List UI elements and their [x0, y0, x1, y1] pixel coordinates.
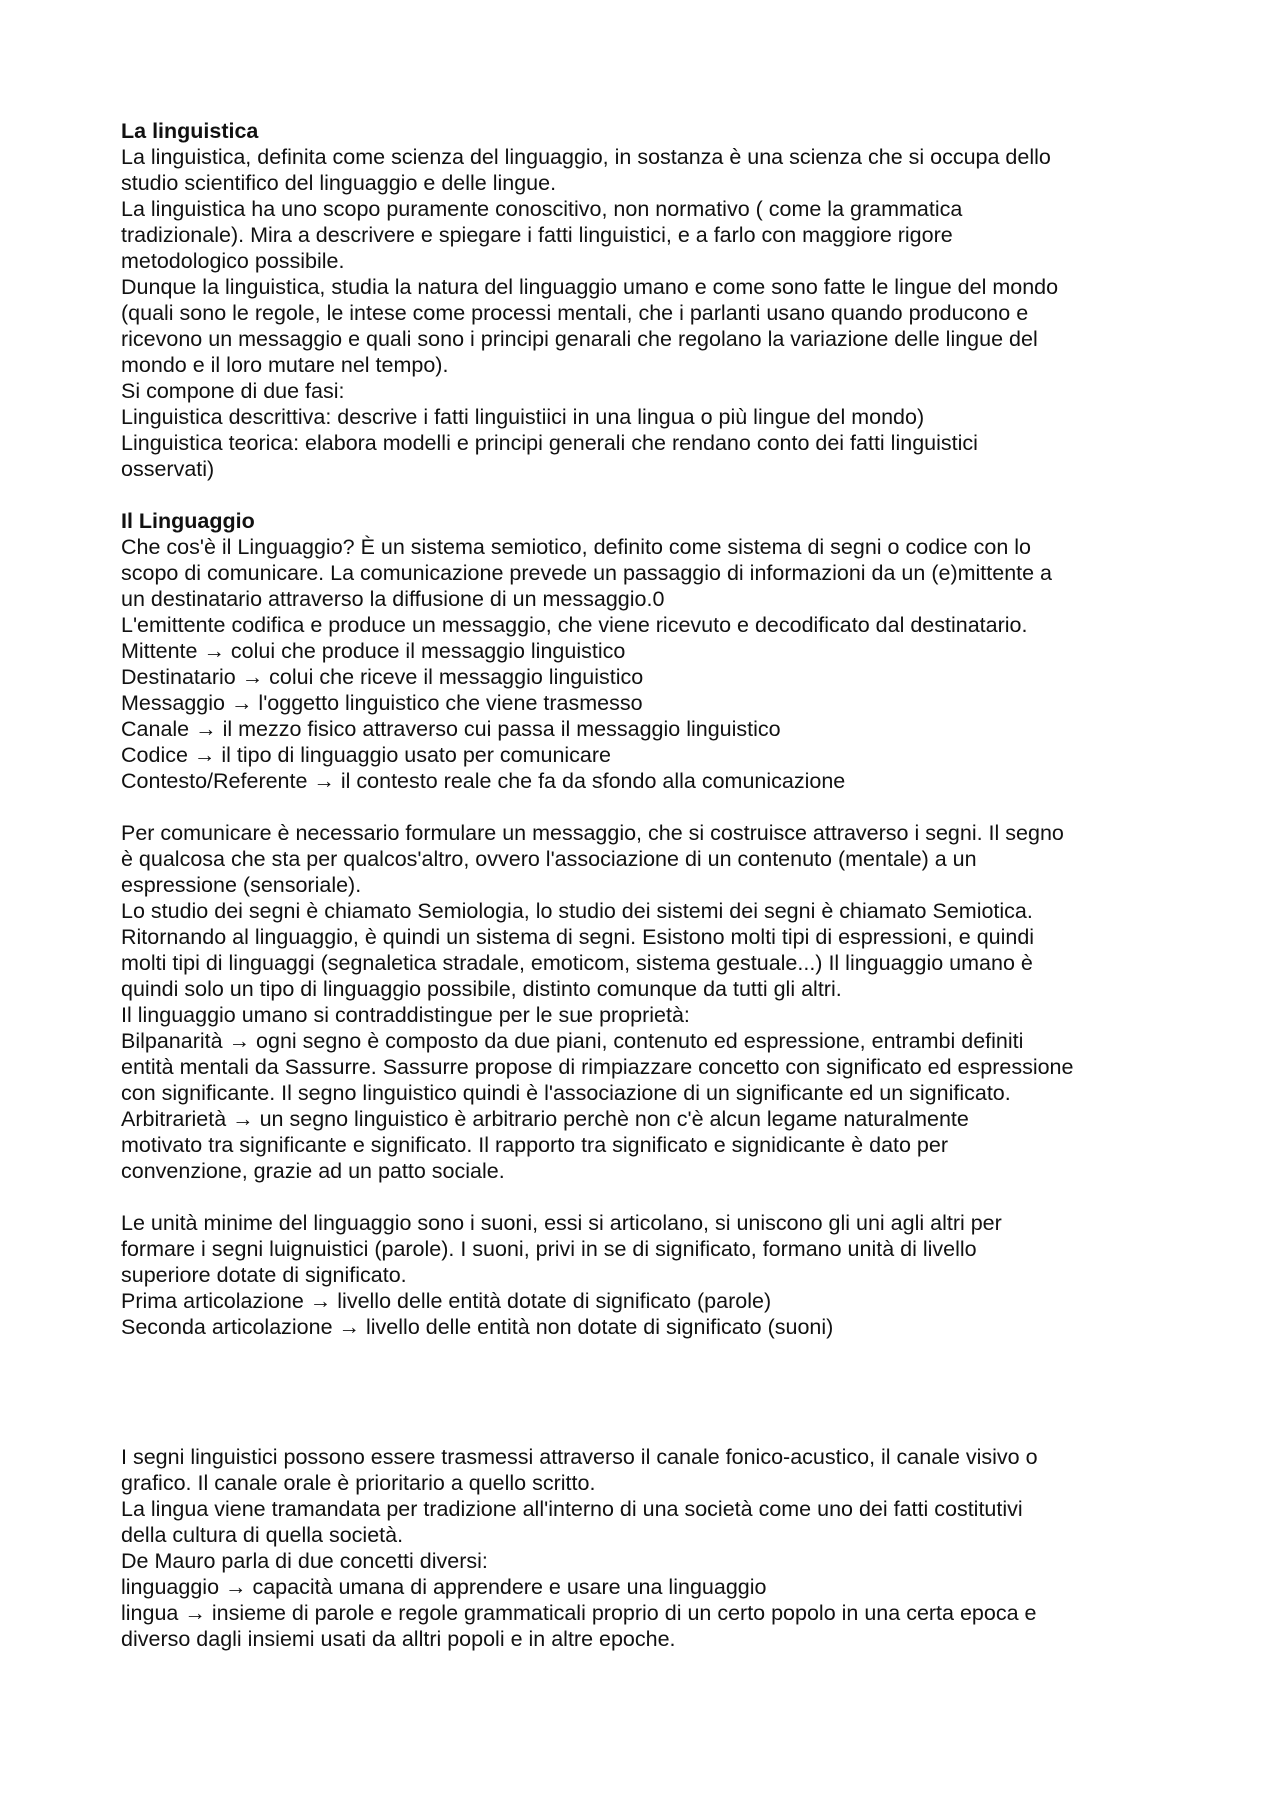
- text-line: ricevono un messaggio e quali sono i principi genarali che regolano la variazione delle lingue del: [121, 327, 1038, 351]
- text-line: della cultura di quella società.: [121, 1523, 404, 1547]
- text-line: superiore dotate di significato.: [121, 1263, 407, 1287]
- text-line: studio scientifico del linguaggio e delle lingue.: [121, 171, 557, 195]
- text-line: (quali sono le regole, le intese come processi mentali, che i parlanti usano quando producono e: [121, 301, 1029, 325]
- text-line: motivato tra significante e significato. Il rapporto tra significato e signidicante è dato per: [121, 1133, 949, 1157]
- text-line: Messaggio → l'oggetto linguistico che viene trasmesso: [121, 691, 643, 715]
- text-line: con significante. Il segno linguistico quindi è l'associazione di un significante ed un significato.: [121, 1081, 1011, 1105]
- paragraph-gap: [121, 1184, 1181, 1210]
- text-line: Lo studio dei segni è chiamato Semiologia, lo studio dei sistemi dei segni è chiamato Semiotica.: [121, 899, 1033, 923]
- text-line: entità mentali da Sassurre. Sassurre propose di rimpiazzare concetto con significato ed espressione: [121, 1055, 1074, 1079]
- text-line: La linguistica ha uno scopo puramente conoscitivo, non normativo ( come la grammatica: [121, 197, 963, 221]
- section-segni-body: [121, 820, 1181, 1184]
- text-line: un destinatario attraverso la diffusione di un messaggio.0: [121, 587, 665, 611]
- text-line: metodologico possibile.: [121, 249, 345, 273]
- text-line: Linguistica teorica: elabora modelli e principi generali che rendano conto dei fatti linguistici: [121, 431, 978, 455]
- text-line: Prima articolazione → livello delle entità dotate di significato (parole): [121, 1289, 772, 1313]
- text-line: Il linguaggio umano si contraddistingue per le sue proprietà:: [121, 1003, 690, 1027]
- text-line: Le unità minime del linguaggio sono i suoni, essi si articolano, si uniscono gli uni agli altri per: [121, 1211, 1002, 1235]
- text-line: convenzione, grazie ad un patto sociale.: [121, 1159, 505, 1183]
- section-articolazione-body: [121, 1210, 1181, 1340]
- section-linguaggio-body: [121, 534, 1181, 794]
- section-linguistica-body: [121, 144, 1181, 482]
- section-canale-body: [121, 1444, 1181, 1652]
- text-line: tradizionale). Mira a descrivere e spiegare i fatti linguistici, e a farlo con maggiore rigore: [121, 223, 953, 247]
- text-line: mondo e il loro mutare nel tempo).: [121, 353, 449, 377]
- text-line: lingua → insieme di parole e regole grammaticali proprio di un certo popolo in una certa epoca e: [121, 1601, 1037, 1625]
- text-line: Codice → il tipo di linguaggio usato per comunicare: [121, 743, 611, 767]
- text-line: Ritornando al linguaggio, è quindi un sistema di segni. Esistono molti tipi di espressioni, e quindi: [121, 925, 1035, 949]
- text-line: La linguistica, definita come scienza del linguaggio, in sostanza è una scienza che si occupa dello: [121, 145, 1051, 169]
- text-line: La lingua viene tramandata per tradizione all'interno di una società come uno dei fatti costitutivi: [121, 1497, 1023, 1521]
- text-line: L'emittente codifica e produce un messaggio, che viene ricevuto e decodificato dal destinatario.: [121, 613, 1028, 637]
- text-line: grafico. Il canale orale è prioritario a quello scritto.: [121, 1471, 596, 1495]
- text-line: Mittente → colui che produce il messaggio linguistico: [121, 639, 626, 663]
- text-line: espressione (sensoriale).: [121, 873, 362, 897]
- text-line: diverso dagli insiemi usati da alltri popoli e in altre epoche.: [121, 1627, 676, 1651]
- text-line: Per comunicare è necessario formulare un messaggio, che si costruisce attraverso i segni. Il segno: [121, 821, 1064, 845]
- text-line: De Mauro parla di due concetti diversi:: [121, 1549, 488, 1573]
- text-line: linguaggio → capacità umana di apprendere e usare una linguaggio: [121, 1575, 767, 1599]
- text-line: Arbitrarietà → un segno linguistico è arbitrario perchè non c'è alcun legame naturalmente: [121, 1107, 969, 1131]
- text-line: Contesto/Referente → il contesto reale che fa da sfondo alla comunicazione: [121, 769, 846, 793]
- text-line: Si compone di due fasi:: [121, 379, 345, 403]
- text-line: molti tipi di linguaggi (segnaletica stradale, emoticom, sistema gestuale...) Il linguaggio umano è: [121, 951, 1033, 975]
- heading-la-linguistica: La linguistica: [121, 119, 259, 143]
- text-line: Dunque la linguistica, studia la natura del linguaggio umano e come sono fatte le lingue del mondo: [121, 275, 1059, 299]
- paragraph-gap: [121, 482, 1181, 508]
- paragraph-gap: [121, 1340, 1181, 1444]
- text-line: Canale → il mezzo fisico attraverso cui passa il messaggio linguistico: [121, 717, 781, 741]
- paragraph-gap: [121, 794, 1181, 820]
- heading-il-linguaggio: Il Linguaggio: [121, 509, 255, 533]
- text-line: Linguistica descrittiva: descrive i fatti linguistiici in una lingua o più lingue del mondo): [121, 405, 925, 429]
- text-line: scopo di comunicare. La comunicazione prevede un passaggio di informazioni da un (e)mittente a: [121, 561, 1053, 585]
- text-line: Bilpanarità → ogni segno è composto da due piani, contenuto ed espressione, entrambi definiti: [121, 1029, 1024, 1053]
- text-line: formare i segni luignuistici (parole). I suoni, privi in se di significato, formano unità di livello: [121, 1237, 977, 1261]
- document-page: [121, 118, 1181, 1652]
- text-line: I segni linguistici possono essere trasmessi attraverso il canale fonico-acustico, il canale visivo o: [121, 1445, 1038, 1469]
- text-line: Destinatario → colui che riceve il messaggio linguistico: [121, 665, 644, 689]
- text-line: quindi solo un tipo di linguaggio possibile, distinto comunque da tutti gli altri.: [121, 977, 842, 1001]
- text-line: osservati): [121, 457, 215, 481]
- text-line: Seconda articolazione → livello delle entità non dotate di significato (suoni): [121, 1315, 834, 1339]
- text-line: Che cos'è il Linguaggio? È un sistema semiotico, definito come sistema di segni o codice con lo: [121, 535, 1031, 559]
- text-line: è qualcosa che sta per qualcos'altro, ovvero l'associazione di un contenuto (mentale) a un: [121, 847, 977, 871]
